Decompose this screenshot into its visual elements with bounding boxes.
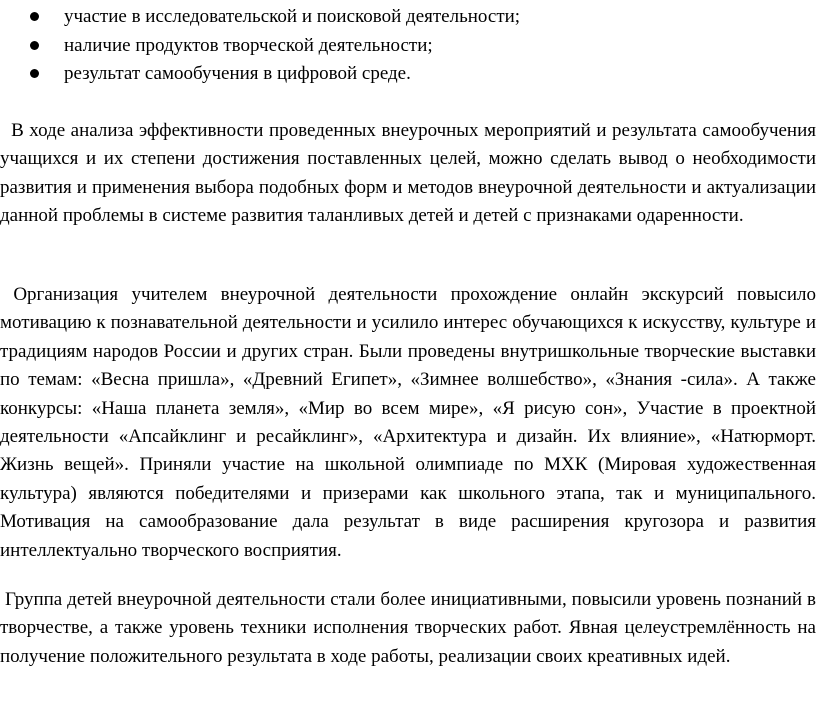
- bullet-text: наличие продуктов творческой деятельности;: [64, 34, 433, 56]
- paragraph-group: Группа детей внеурочной деятельности стали более инициативными, повысили уровень познаний в творчестве, а также уровень техники исполнения творческих работ. Явная целеустремлённость на получение положительного результата в ходе работы, реализации своих креативных идей.: [0, 589, 816, 667]
- bullet-dot-icon: [30, 12, 39, 21]
- paragraph-organization: Организация учителем внеурочной деятельности прохождение онлайн экскурсий повысило мотивацию к познавательной деятельности и усилило интерес обучающихся к искусству, культуре и традициям народов России и других стран. Были проведены внутришкольные творческие выставки по темам: «Весна пришла», «Древний Египет», «Зимнее волшебство», «Знания -сила». А также конкурсы: «Наша планета земля», «Мир во всем мире», «Я рисую сон», Участие в проектной деятельности «Апсайклинг и ресайклинг», «Архитектура и дизайн. Их влияние», «Натюрморт. Жизнь вещей». Приняли участие на школьной олимпиаде по МХК (Мировая художественная культура) являются победителями и призерами как школьного этапа, так и муниципального. Мотивация на самообразование дала результат в виде расширения кругозора и развития интеллектуально творческого восприятия.: [0, 284, 816, 561]
- bullet-dot-icon: [30, 41, 39, 50]
- bullet-list: [0, 3, 816, 89]
- bullet-item: [0, 3, 816, 32]
- paragraph-analysis: В ходе анализа эффективности проведенных внеурочных мероприятий и результата самообучения учащихся и их степени достижения поставленных целей, можно сделать вывод о необходимости развития и применения выбора подобных форм и методов внеурочной деятельности и актуализации данной проблемы в системе развития таланливых детей и детей с признаками одаренности.: [0, 120, 816, 227]
- bullet-text: результат самообучения в цифровой среде.: [64, 63, 411, 84]
- bullet-text: участие в исследовательской и поисковой деятельности;: [64, 6, 521, 27]
- bullet-dot-icon: [30, 69, 39, 78]
- bullet-item: [0, 32, 816, 61]
- bullet-item: [0, 60, 816, 89]
